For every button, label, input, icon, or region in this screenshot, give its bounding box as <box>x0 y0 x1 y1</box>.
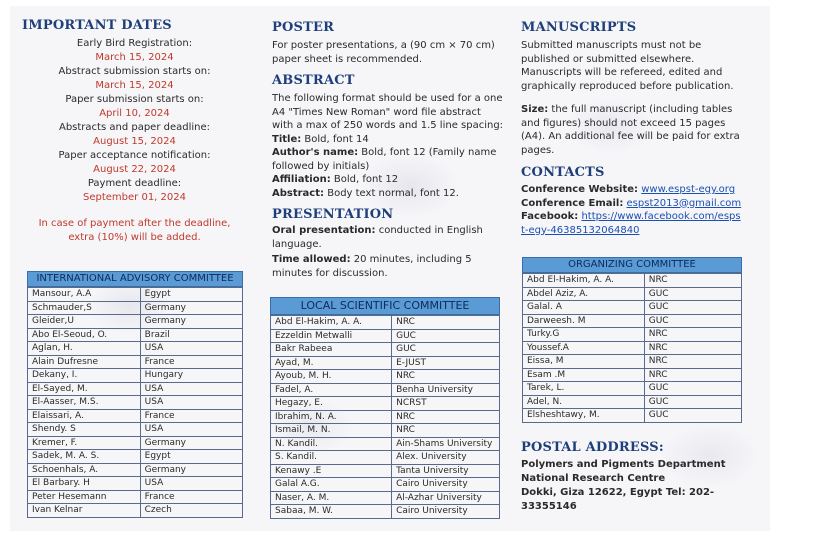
time-label: Time allowed: <box>272 254 351 265</box>
table-row <box>28 504 243 518</box>
poster-heading: POSTER <box>272 20 335 35</box>
member-name: Turky.G <box>523 328 645 342</box>
member-name: Aglan, H. <box>28 342 141 356</box>
dates-list <box>22 37 247 205</box>
member-affiliation: Germany <box>140 301 242 315</box>
postal-address <box>521 440 766 514</box>
email-link[interactable]: espst2013@gmail.com <box>626 197 742 209</box>
member-affiliation: Germany <box>140 436 242 450</box>
member-affiliation: NRC <box>644 368 741 382</box>
member-name: Abd El-Hakim, A. A. <box>523 274 645 288</box>
member-name: Abo El-Seoud, O. <box>28 328 141 342</box>
postal-line: Dokki, Giza 12622, Egypt Tel: 202-33355146 <box>521 487 715 512</box>
member-affiliation: France <box>140 409 242 423</box>
member-affiliation: Cairo University <box>392 505 500 519</box>
table-row <box>523 287 742 301</box>
oral-value: conducted in English language. <box>272 225 483 250</box>
website-line <box>521 183 743 197</box>
table-row <box>28 288 243 302</box>
member-name: Fadel, A. <box>271 383 392 397</box>
member-affiliation: GUC <box>644 287 741 301</box>
abstract-heading: ABSTRACT <box>272 73 355 88</box>
size-label: Size: <box>521 104 549 115</box>
member-affiliation: Ain-Shams University <box>392 437 500 451</box>
table-row <box>271 451 500 465</box>
table-row <box>28 409 243 423</box>
member-affiliation: NRC <box>392 410 500 424</box>
time-allowed <box>272 253 504 280</box>
table-row <box>28 450 243 464</box>
table-row <box>28 355 243 369</box>
member-name: Naser, A. M. <box>271 491 392 505</box>
date-value: September 01, 2024 <box>83 192 186 203</box>
manuscripts-text: Submitted manuscripts must not be published or submitted elsewhere. Manuscripts will be refereed, edited and graphically reproduced before publication. <box>521 40 734 92</box>
table-row <box>271 491 500 505</box>
abstract-intro: The following format should be used for a one A4 "Times New Roman" word file abstract with a max of 250 words and 1.5 line spacing: <box>272 93 504 131</box>
table-row <box>271 397 500 411</box>
table-row <box>523 368 742 382</box>
member-affiliation: NRC <box>644 341 741 355</box>
table-row <box>271 343 500 357</box>
member-name: Alain Dufresne <box>28 355 141 369</box>
contacts-heading: CONTACTS <box>521 165 605 180</box>
facebook-link[interactable]: https://www.facebook.com/espst-egy-46385132064840 <box>521 211 741 236</box>
member-name: Elsheshtawy, M. <box>523 409 645 423</box>
member-affiliation: GUC <box>392 343 500 357</box>
table-row <box>271 424 500 438</box>
date-value: March 15, 2024 <box>95 80 174 91</box>
member-name: Esam .M <box>523 368 645 382</box>
table-row <box>523 409 742 423</box>
table-row <box>28 423 243 437</box>
middle-column <box>272 20 504 280</box>
table-row <box>28 328 243 342</box>
manuscript-size <box>521 103 743 157</box>
oc-table-wrapper <box>522 257 742 423</box>
member-name: Schmauder,S <box>28 301 141 315</box>
facebook-line <box>521 210 743 237</box>
table-row <box>271 410 500 424</box>
date-value: March 15, 2024 <box>95 52 174 63</box>
table-row <box>28 490 243 504</box>
table-row <box>523 395 742 409</box>
member-name: Gleider,U <box>28 315 141 329</box>
member-affiliation: GUC <box>644 382 741 396</box>
poster-text: For poster presentations, a (90 cm × 70 cm) paper sheet is recommended. <box>272 40 495 65</box>
date-label: Payment deadline: <box>87 178 182 189</box>
member-name: Mansour, A.A <box>28 288 141 302</box>
format-key: Affiliation: <box>272 174 331 185</box>
member-affiliation: Brazil <box>140 328 242 342</box>
member-name: El Barbary. H <box>28 477 141 491</box>
member-affiliation: Tanta University <box>392 464 500 478</box>
format-value: Bold, font 12 <box>330 174 399 185</box>
iac-title: INTERNATIONAL ADVISORY COMMITTEE <box>27 271 243 287</box>
member-name: Abdel Aziz, A. <box>523 287 645 301</box>
oral-presentation <box>272 224 504 251</box>
right-column <box>521 20 743 237</box>
date-value: August 22, 2024 <box>93 164 176 175</box>
member-affiliation: Hungary <box>140 369 242 383</box>
date-label: Paper submission starts on: <box>65 94 204 105</box>
member-affiliation: Benha University <box>392 383 500 397</box>
format-value: Bold, font 14 <box>301 133 369 145</box>
abstract-format-item <box>272 173 504 187</box>
table-row <box>523 301 742 315</box>
size-value: the full manuscript (including tables and figures) should not exceed 15 pages (A4). An additional fee will be paid for extra pages. <box>521 104 740 156</box>
member-affiliation: NRC <box>644 274 741 288</box>
abstract-format-item <box>272 133 504 147</box>
member-affiliation: Egypt <box>140 288 242 302</box>
table-row <box>523 314 742 328</box>
member-affiliation: E-JUST <box>392 356 500 370</box>
member-name: Youssef.A <box>523 341 645 355</box>
member-affiliation: GUC <box>644 301 741 315</box>
member-name: El-Sayed, M. <box>28 382 141 396</box>
member-name: Eissa, M <box>523 355 645 369</box>
table-row <box>28 301 243 315</box>
member-name: Dekany, I. <box>28 369 141 383</box>
table-row <box>28 463 243 477</box>
member-name: Ibrahim, N. A. <box>271 410 392 424</box>
member-name: Galal A.G. <box>271 478 392 492</box>
email-label: Conference Email: <box>521 197 624 209</box>
table-row <box>271 316 500 330</box>
website-link[interactable]: www.espst-egy.org <box>641 184 736 195</box>
member-affiliation: NCRST <box>392 397 500 411</box>
member-name: Ayoub, M. H. <box>271 370 392 384</box>
lsc-table <box>270 315 500 519</box>
member-affiliation: Al-Azhar University <box>392 491 500 505</box>
member-name: Hegazy, E. <box>271 397 392 411</box>
member-name: Galal. A <box>523 301 645 315</box>
table-row <box>271 370 500 384</box>
table-row <box>271 329 500 343</box>
member-name: Ismail, M. N. <box>271 424 392 438</box>
member-affiliation: NRC <box>392 424 500 438</box>
member-affiliation: GUC <box>644 314 741 328</box>
member-name: Schoenhals, A. <box>28 463 141 477</box>
member-affiliation: NRC <box>644 328 741 342</box>
date-label: Abstract submission starts on: <box>58 66 211 77</box>
email-line <box>521 197 743 211</box>
time-value: 20 minutes, including 5 minutes for discussion. <box>272 254 472 279</box>
member-name: Ayad, M. <box>271 356 392 370</box>
member-affiliation: Egypt <box>140 450 242 464</box>
postal-heading: POSTAL ADDRESS: <box>521 440 664 455</box>
member-name: Peter Hesemann <box>28 490 141 504</box>
table-row <box>28 369 243 383</box>
lsc-table-wrapper <box>270 297 500 519</box>
member-affiliation: Germany <box>140 463 242 477</box>
table-row <box>271 505 500 519</box>
iac-table-wrapper <box>27 271 243 518</box>
format-key: Abstract: <box>272 187 325 199</box>
member-affiliation: USA <box>140 423 242 437</box>
table-row <box>523 355 742 369</box>
member-name: Bakr Rabeea <box>271 343 392 357</box>
table-row <box>271 356 500 370</box>
abstract-format-item <box>272 187 504 201</box>
member-affiliation: France <box>140 490 242 504</box>
table-row <box>523 382 742 396</box>
member-name: Kenawy .E <box>271 464 392 478</box>
member-affiliation: USA <box>140 477 242 491</box>
format-value: Body text normal, font 12. <box>324 187 459 199</box>
postal-line: Polymers and Pigments Department <box>521 459 726 470</box>
table-row <box>271 437 500 451</box>
member-affiliation: Alex. University <box>392 451 500 465</box>
table-row <box>28 382 243 396</box>
member-affiliation: NRC <box>392 370 500 384</box>
postal-lines <box>521 458 766 514</box>
oral-label: Oral presentation: <box>272 225 376 236</box>
table-row <box>28 396 243 410</box>
member-name: S. Kandil. <box>271 451 392 465</box>
table-row <box>523 341 742 355</box>
member-affiliation: Germany <box>140 315 242 329</box>
format-value: Bold, font 12 (Family name followed by initials) <box>272 147 497 172</box>
member-name: Adel, N. <box>523 395 645 409</box>
member-name: Ezzeldin Metwalli <box>271 329 392 343</box>
manuscripts-heading: MANUSCRIPTS <box>521 20 637 35</box>
member-name: El-Aasser, M.S. <box>28 396 141 410</box>
date-label: Early Bird Registration: <box>76 38 193 49</box>
dates-heading: IMPORTANT DATES <box>22 18 172 33</box>
date-value: August 15, 2024 <box>93 136 176 147</box>
abstract-format-item <box>272 146 504 173</box>
iac-table <box>27 287 243 518</box>
member-name: Shendy. S <box>28 423 141 437</box>
member-affiliation: USA <box>140 342 242 356</box>
date-value: April 10, 2024 <box>99 108 170 119</box>
member-name: Ivan Kelnar <box>28 504 141 518</box>
presentation-heading: PRESENTATION <box>272 207 394 222</box>
table-row <box>271 383 500 397</box>
member-affiliation: GUC <box>392 329 500 343</box>
table-row <box>28 315 243 329</box>
member-name: Darweesh. M <box>523 314 645 328</box>
dates-column <box>22 18 247 245</box>
table-row <box>28 342 243 356</box>
table-row <box>28 436 243 450</box>
member-affiliation: France <box>140 355 242 369</box>
payment-note: In case of payment after the deadline, extra (10%) will be added. <box>38 218 231 243</box>
member-affiliation: Czech <box>140 504 242 518</box>
member-name: Elaissari, A. <box>28 409 141 423</box>
member-affiliation: NRC <box>644 355 741 369</box>
date-label: Abstracts and paper deadline: <box>58 122 210 133</box>
abstract-format-list <box>272 133 504 201</box>
member-name: Sabaa, M. W. <box>271 505 392 519</box>
table-row <box>523 274 742 288</box>
facebook-label: Facebook: <box>521 211 579 222</box>
table-row <box>271 464 500 478</box>
member-affiliation: NRC <box>392 316 500 330</box>
oc-table <box>522 273 742 423</box>
member-affiliation: GUC <box>644 409 741 423</box>
postal-line: National Research Centre <box>521 473 666 484</box>
lsc-title: LOCAL SCIENTIFIC COMMITTEE <box>270 297 500 315</box>
member-name: Kremer, F. <box>28 436 141 450</box>
member-name: N. Kandil. <box>271 437 392 451</box>
member-affiliation: USA <box>140 382 242 396</box>
website-label: Conference Website: <box>521 184 639 195</box>
table-row <box>28 477 243 491</box>
format-key: Author's name: <box>272 147 359 158</box>
table-row <box>271 478 500 492</box>
member-name: Tarek, L. <box>523 382 645 396</box>
member-name: Abd El-Hakim, A. A. <box>271 316 392 330</box>
member-affiliation: GUC <box>644 395 741 409</box>
member-affiliation: Cairo University <box>392 478 500 492</box>
table-row <box>523 328 742 342</box>
oc-title: ORGANIZING COMMITTEE <box>522 257 742 273</box>
member-affiliation: USA <box>140 396 242 410</box>
date-label: Paper acceptance notification: <box>58 150 211 161</box>
member-name: Sadek, M. A. S. <box>28 450 141 464</box>
format-key: Title: <box>272 133 302 145</box>
